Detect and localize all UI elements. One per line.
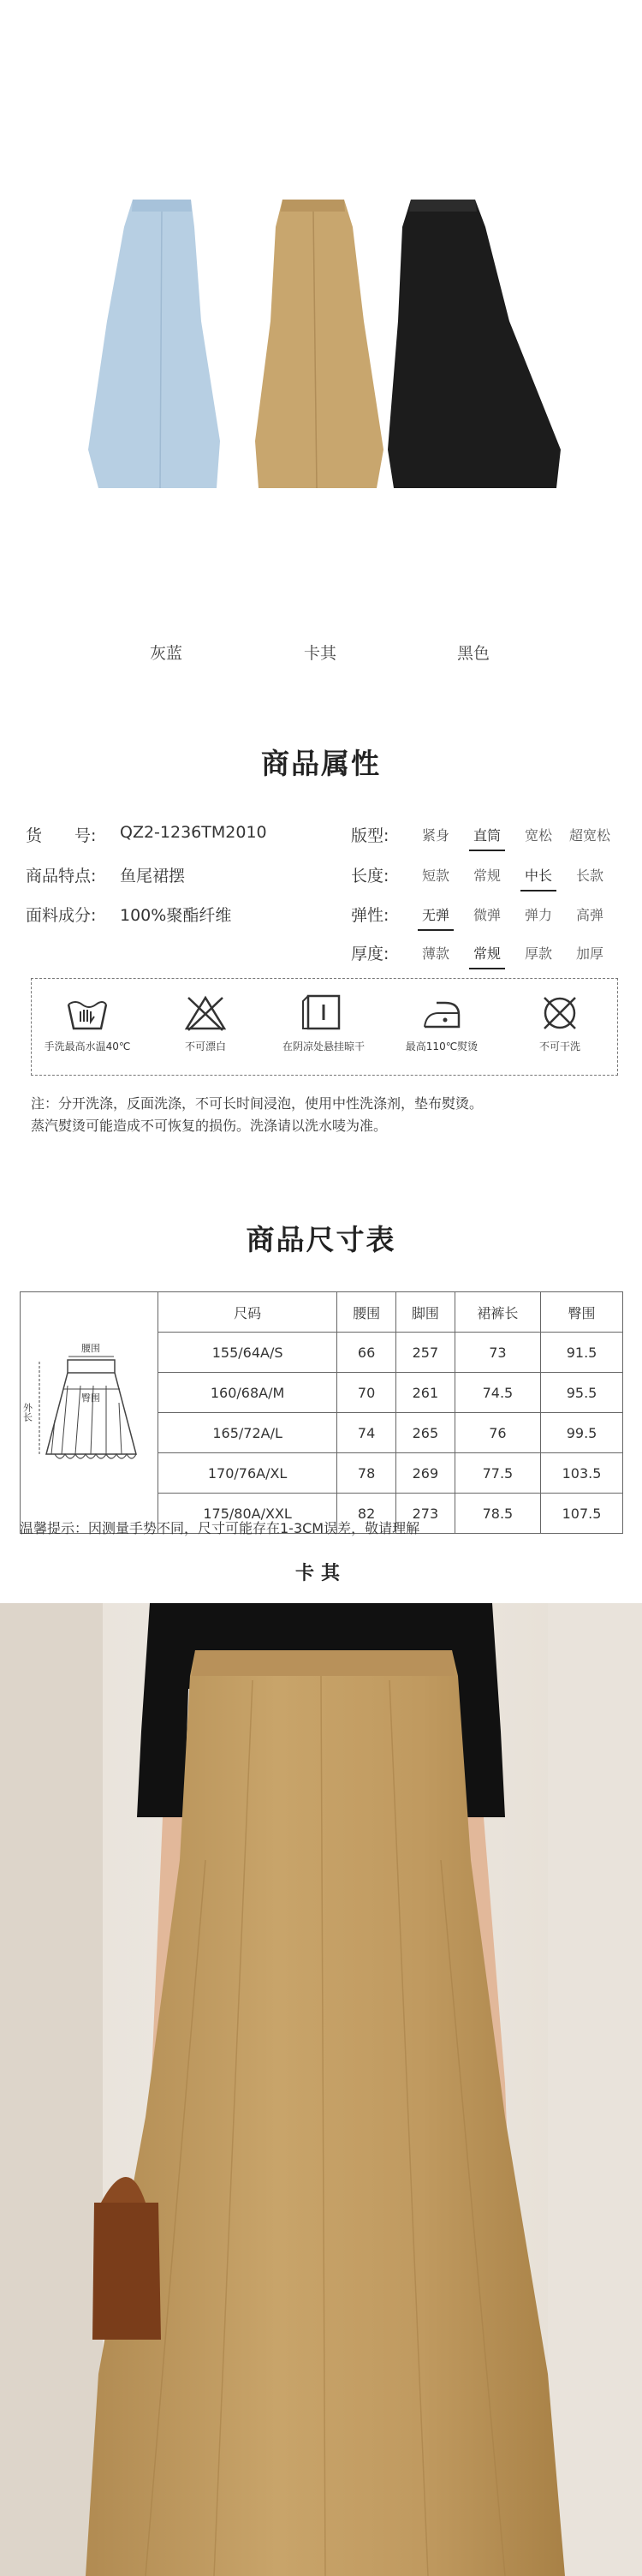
table-cell: 73 — [455, 1333, 540, 1373]
care-note-line1: 注：分开洗涤，反面洗涤，不可长时间浸泡，使用中性洗涤剂，垫布熨烫。 — [31, 1095, 484, 1112]
table-cell: 265 — [396, 1413, 455, 1453]
hand-wash-icon — [65, 993, 110, 1032]
table-cell: 74.5 — [455, 1373, 540, 1413]
table-cell: 70 — [337, 1373, 396, 1413]
elasticity-option: 微弹 — [473, 907, 501, 923]
care-item-no-dry-clean — [504, 993, 615, 1053]
table-cell: 107.5 — [541, 1494, 623, 1534]
elasticity-option: 高弹 — [575, 907, 603, 923]
table-cell: 273 — [396, 1494, 455, 1534]
care-item-no-bleach — [150, 993, 261, 1053]
care-text: 不可干洗 — [538, 1041, 580, 1052]
size-chart-title: 商品尺寸表 — [246, 1223, 396, 1256]
material-label: 面料成分: — [26, 906, 97, 925]
length-option: 常规 — [473, 868, 501, 884]
attributes-title: 商品属性 — [261, 747, 381, 780]
line-dry-shade-icon — [301, 993, 346, 1032]
care-note-line2: 蒸汽熨烫可能造成不可恢复的损伤。洗涤请以洗水唛为准。 — [31, 1118, 388, 1134]
size-table — [20, 1291, 623, 1534]
table-cell: 103.5 — [541, 1453, 623, 1494]
care-item-line-dry-shade — [268, 993, 379, 1053]
table-cell: 66 — [337, 1333, 396, 1373]
skirt-diagram — [21, 1300, 158, 1523]
header-cell: 尺码 — [158, 1292, 337, 1333]
care-instructions-box — [31, 978, 618, 1076]
thickness-option: 厚款 — [524, 945, 552, 962]
care-item-iron — [386, 993, 497, 1053]
table-cell: 74 — [337, 1413, 396, 1453]
feature-value: 鱼尾裙摆 — [120, 867, 186, 886]
elasticity-label: 弹性: — [351, 906, 389, 925]
care-text: 手洗最高水温40℃ — [44, 1041, 131, 1052]
skirt-diagram-cell — [21, 1292, 158, 1534]
length-option: 短款 — [421, 868, 449, 884]
feature-label: 商品特点: — [26, 867, 97, 886]
table-cell: 82 — [337, 1494, 396, 1534]
material-value: 100%聚酯纤维 — [120, 906, 232, 925]
length-label: 长度: — [351, 867, 389, 886]
fit-option: 紧身 — [421, 827, 449, 844]
table-cell: 175/80A/XXL — [158, 1494, 337, 1534]
header-cell: 裙裤长 — [455, 1292, 540, 1333]
model-label: 货 号: — [26, 826, 97, 845]
skirt-image-blue[interactable] — [81, 193, 227, 492]
length-option: 长款 — [575, 868, 603, 884]
fit-option: 宽松 — [524, 827, 552, 844]
table-cell: 78.5 — [455, 1494, 540, 1534]
length-option: 中长 — [512, 865, 565, 885]
skirt-image-khaki[interactable] — [248, 193, 394, 492]
care-text: 在阴凉处悬挂晾干 — [282, 1041, 365, 1052]
header-cell: 腰围 — [337, 1292, 396, 1333]
table-cell: 77.5 — [455, 1453, 540, 1494]
fit-option: 超宽松 — [568, 827, 610, 844]
table-cell: 170/76A/XL — [158, 1453, 337, 1494]
fit-option: 直筒 — [461, 825, 514, 844]
care-item-hand-wash — [32, 993, 143, 1053]
color-label-blue: 灰蓝 — [149, 644, 182, 663]
table-cell: 269 — [396, 1453, 455, 1494]
thickness-label: 厚度: — [351, 945, 389, 963]
thickness-option: 加厚 — [575, 945, 603, 962]
table-cell: 91.5 — [541, 1333, 623, 1373]
table-cell: 155/64A/S — [158, 1333, 337, 1373]
diagram-waist-label: 腰围 — [81, 1342, 100, 1354]
care-text: 最高110℃熨烫 — [405, 1041, 479, 1052]
color-label-black: 黑色 — [456, 644, 490, 663]
table-cell: 165/72A/L — [158, 1413, 337, 1453]
no-dry-clean-icon — [538, 993, 582, 1032]
care-text: 不可漂白 — [184, 1041, 226, 1052]
table-header-row — [21, 1292, 623, 1333]
model-value: QZ2-1236TM2010 — [120, 823, 267, 842]
elasticity-option: 无弹 — [409, 904, 462, 924]
iron-110-icon — [419, 993, 464, 1032]
table-cell: 99.5 — [541, 1413, 623, 1453]
table-cell: 95.5 — [541, 1373, 623, 1413]
table-cell: 160/68A/M — [158, 1373, 337, 1413]
table-cell: 257 — [396, 1333, 455, 1373]
khaki-section-title: 卡其 — [294, 1563, 347, 1584]
diagram-length-label: 外长 — [21, 1402, 33, 1422]
elasticity-option: 弹力 — [524, 907, 552, 923]
color-label-khaki: 卡其 — [303, 644, 336, 663]
size-tip: 温馨提示：因测量手势不同，尺寸可能存在1-3CM误差，敬请理解 — [20, 1520, 420, 1536]
skirt-image-black[interactable] — [381, 193, 569, 492]
thickness-option: 薄款 — [421, 945, 449, 962]
header-cell: 脚围 — [396, 1292, 455, 1333]
table-cell: 78 — [337, 1453, 396, 1494]
table-cell: 76 — [455, 1413, 540, 1453]
thickness-option: 常规 — [461, 943, 514, 963]
model-photo-khaki[interactable] — [0, 1603, 642, 2576]
no-bleach-icon — [183, 993, 228, 1032]
diagram-hip-label: 臀围 — [81, 1392, 100, 1404]
header-cell: 臀围 — [541, 1292, 623, 1333]
table-cell: 261 — [396, 1373, 455, 1413]
fit-label: 版型: — [351, 826, 389, 845]
